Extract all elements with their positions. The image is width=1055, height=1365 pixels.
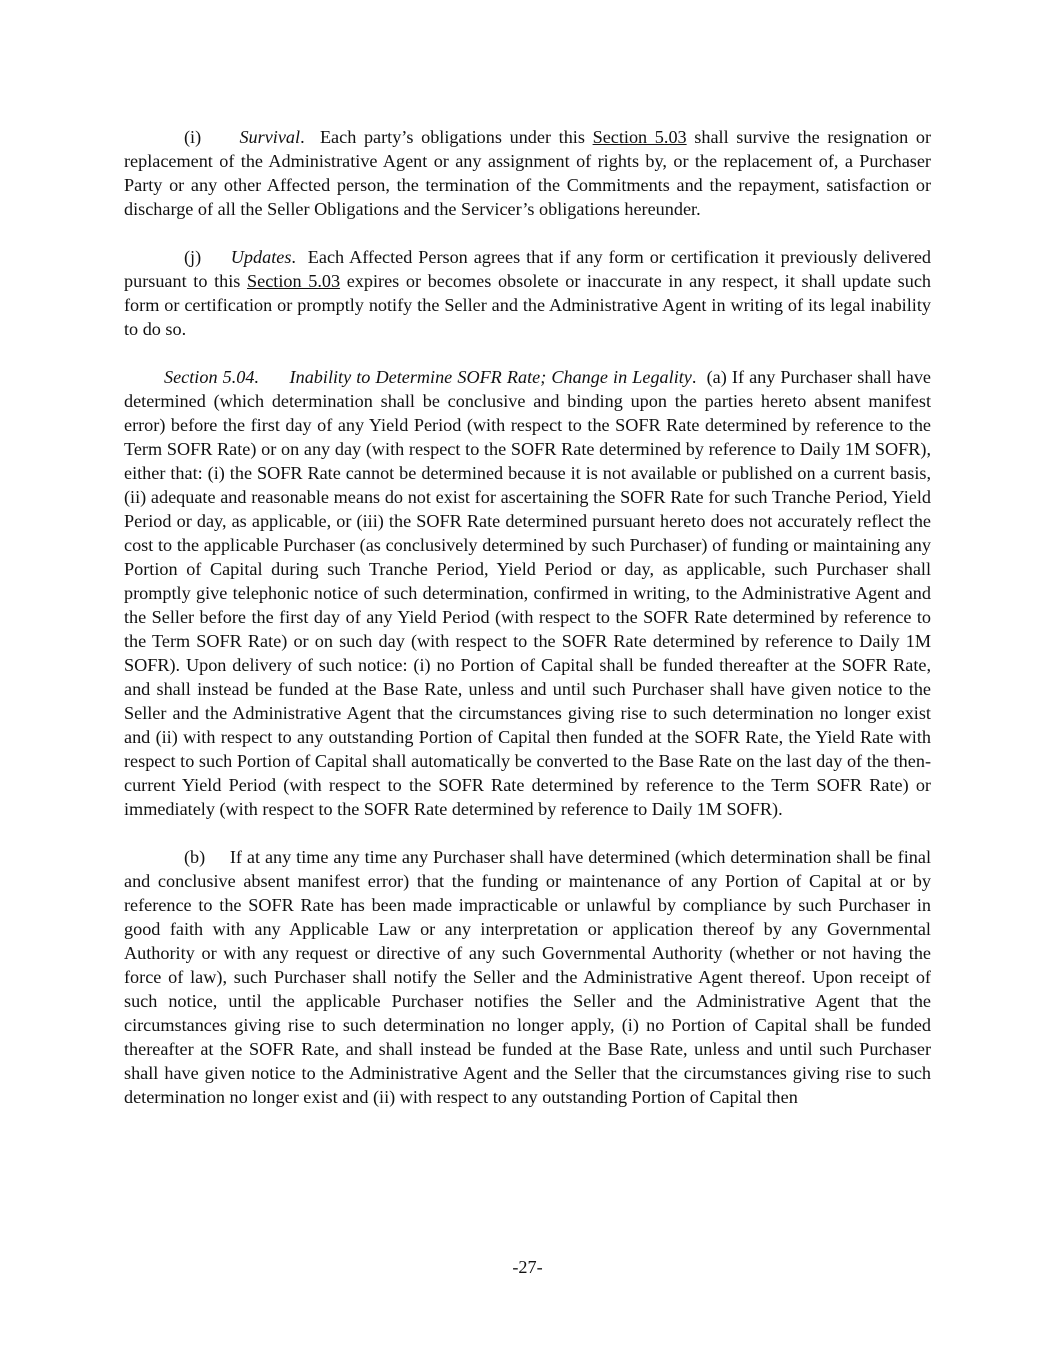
paragraph-j: (j) Updates. Each Affected Person agrees that if any form or certification it previously delivered pursuant to this Section 5.03 expires or becomes obsolete or inaccurate in any respect, it shall update such form or certification or promptly notify the Seller and the Administrative Agent in writing of its legal inability to do so.	[124, 247, 932, 339]
paragraph-b	[124, 845, 931, 1109]
paragraph-i-marker: (i)	[184, 127, 202, 147]
paragraph-i: (i) Survival. Each party’s obligations under this Section 5.03 shall survive the resignation or replacement of the Administrative Agent or any assignment of rights by, or the replacement of, a Purchaser Party or any other Affected person, the termination of the Commitments and the repayment, satisfaction or discharge of all the Seller Obligations and the Servicer’s obligations hereunder.	[124, 127, 931, 219]
page-number: -27-	[512, 1257, 543, 1277]
section-5-04-body: (a) If any Purchaser shall have determined (which determination shall be conclusive and binding upon the parties hereto absent manifest error) before the first day of any Yield Period (with respect to the SOFR Rate determined by reference to the Term SOFR Rate) or on any day (with respect to the SOFR Rate determined by reference to Daily 1M SOFR), either that: (i) the SOFR Rate cannot be determined because it is not available or published on a current basis, (ii) adequate and reasonable means do not exist for ascertaining the SOFR Rate for such Tranche Period, Yield Period or day, as applicable, or (iii) the SOFR Rate determined pursuant hereto does not accurately reflect the cost to the applicable Purchaser (as conclusively determined by such Purchaser) of funding or maintaining any Portion of Capital during such Tranche Period, Yield Period or day, as applicable, such Purchaser shall promptly give telephonic notice of such determination, confirmed in writing, to the Administrative Agent and the Seller before the first day of any Yield Period (with respect to the SOFR Rate determined by reference to the Term SOFR Rate) or on such day (with respect to the SOFR Rate determined by reference to Daily 1M SOFR). Upon delivery of such notice: (i) no Portion of Capital shall be funded thereafter at the SOFR Rate, and shall instead be funded at the Base Rate, unless and until such Purchaser shall have given notice to the Seller and the Administrative Agent that the circumstances giving rise to such determination no longer exist and (ii) with respect to any outstanding Portion of Capital then funded at the SOFR Rate, the Yield Rate with respect to such Portion of Capital shall automatically be converted to the Base Rate on the last day of the then-current Yield Period (with respect to the SOFR Rate determined by reference to the Term SOFR Rate) or immediately (with respect to the SOFR Rate determined by reference to Daily 1M SOFR).	[124, 367, 932, 819]
paragraph-j-heading: Updates	[230, 247, 292, 267]
paragraph-b-body: If at any time any time any Purchaser shall have determined (which determination shall be final and conclusive absent manifest error) that the funding or maintenance of any Portion of Capital at or by reference to the SOFR Rate has been made impracticable or unlawful by compliance by such Purchaser in good faith with any Applicable Law or any interpretation or application thereof by any Governmental Authority or with any request or directive of any such Governmental Authority (whether or not having the force of law), such Purchaser shall notify the Seller and the Administrative Agent thereof. Upon receipt of such notice, until the applicable Purchaser notifies the Seller and the Administrative Agent that the circumstances giving rise to such determination no longer apply, (i) no Portion of Capital shall be funded thereafter at the SOFR Rate, and shall instead be funded at the Base Rate, unless and until such Purchaser shall have given notice to the Administrative Agent and the Seller that the circumstances giving rise to such determination no longer exist and (ii) with respect to any outstanding Portion of Capital then	[124, 847, 931, 1107]
paragraph-j-text-2: expires or becomes obsolete or inaccurate in any respect, it shall update such form or certification or promptly notify the Seller and the Administrative Agent in writing of its legal inability to do so.	[124, 271, 932, 339]
paragraph-j-text-1: Each Affected Person agrees that if any form or certification it previously delivered pursuant to this	[124, 247, 931, 291]
paragraph-j-section-ref: Section 5.03	[247, 271, 341, 291]
paragraph-b-marker: (b)	[184, 847, 206, 867]
paragraph-i-heading: Survival	[239, 127, 301, 147]
section-5-04-number: Section 5.04.	[164, 367, 259, 387]
paragraph-i-section-ref: Section 5.03	[592, 127, 687, 147]
section-5-04: Section 5.04. Inability to Determine SOFR Rate; Change in Legality. (a) If any Purchaser shall have determined (which determination shall be conclusive and binding upon the parties hereto absent manifest error) before the first day of any Yield Period (with respect to the SOFR Rate determined by reference to the Term SOFR Rate) or on any day (with respect to the SOFR Rate determined by reference to Daily 1M SOFR), either that: (i) the SOFR Rate cannot be determined because it is not available or published on a current basis, (ii) adequate and reasonable means do not exist for ascertaining the SOFR Rate for such Tranche Period, Yield Period or day, as applicable, or (iii) the SOFR Rate determined pursuant hereto does not accurately reflect the cost to the applicable Purchaser (as conclusively determined by such Purchaser) of funding or maintaining any Portion of Capital during such Tranche Period, Yield Period or day, as applicable, such Purchaser shall promptly give telephonic notice of such determination, confirmed in writing, to the Administrative Agent and the Seller before the first day of any Yield Period (with respect to the SOFR Rate determined by reference to the Term SOFR Rate) or on such day (with respect to the SOFR Rate determined by reference to Daily 1M SOFR). Upon delivery of such notice: (i) no Portion of Capital shall be funded thereafter at the SOFR Rate, and shall instead be funded at the Base Rate, unless and until such Purchaser shall have given notice to the Seller and the Administrative Agent that the circumstances giving rise to such determination no longer exist and (ii) with respect to any outstanding Portion of Capital then funded at the SOFR Rate, the Yield Rate with respect to such Portion of Capital shall automatically be converted to the Base Rate on the last day of the then-current Yield Period (with respect to the SOFR Rate determined by reference to the Term SOFR Rate) or immediately (with respect to the SOFR Rate determined by reference to Daily 1M SOFR).	[124, 367, 932, 819]
paragraph-i-text-1: Each party’s obligations under this	[319, 127, 585, 147]
section-5-04-title: Inability to Determine SOFR Rate; Change in Legality	[289, 367, 692, 387]
document-page	[124, 125, 931, 1133]
paragraph-i-text-2: shall survive the resignation or replacement of the Administrative Agent or any assignment of rights by, or the replacement of, a Purchaser Party or any other Affected person, the termination of the Commitments and the repayment, satisfaction or discharge of all the Seller Obligations and the Servicer’s obligations hereunder.	[124, 127, 931, 219]
paragraph-j-marker: (j)	[184, 247, 202, 267]
